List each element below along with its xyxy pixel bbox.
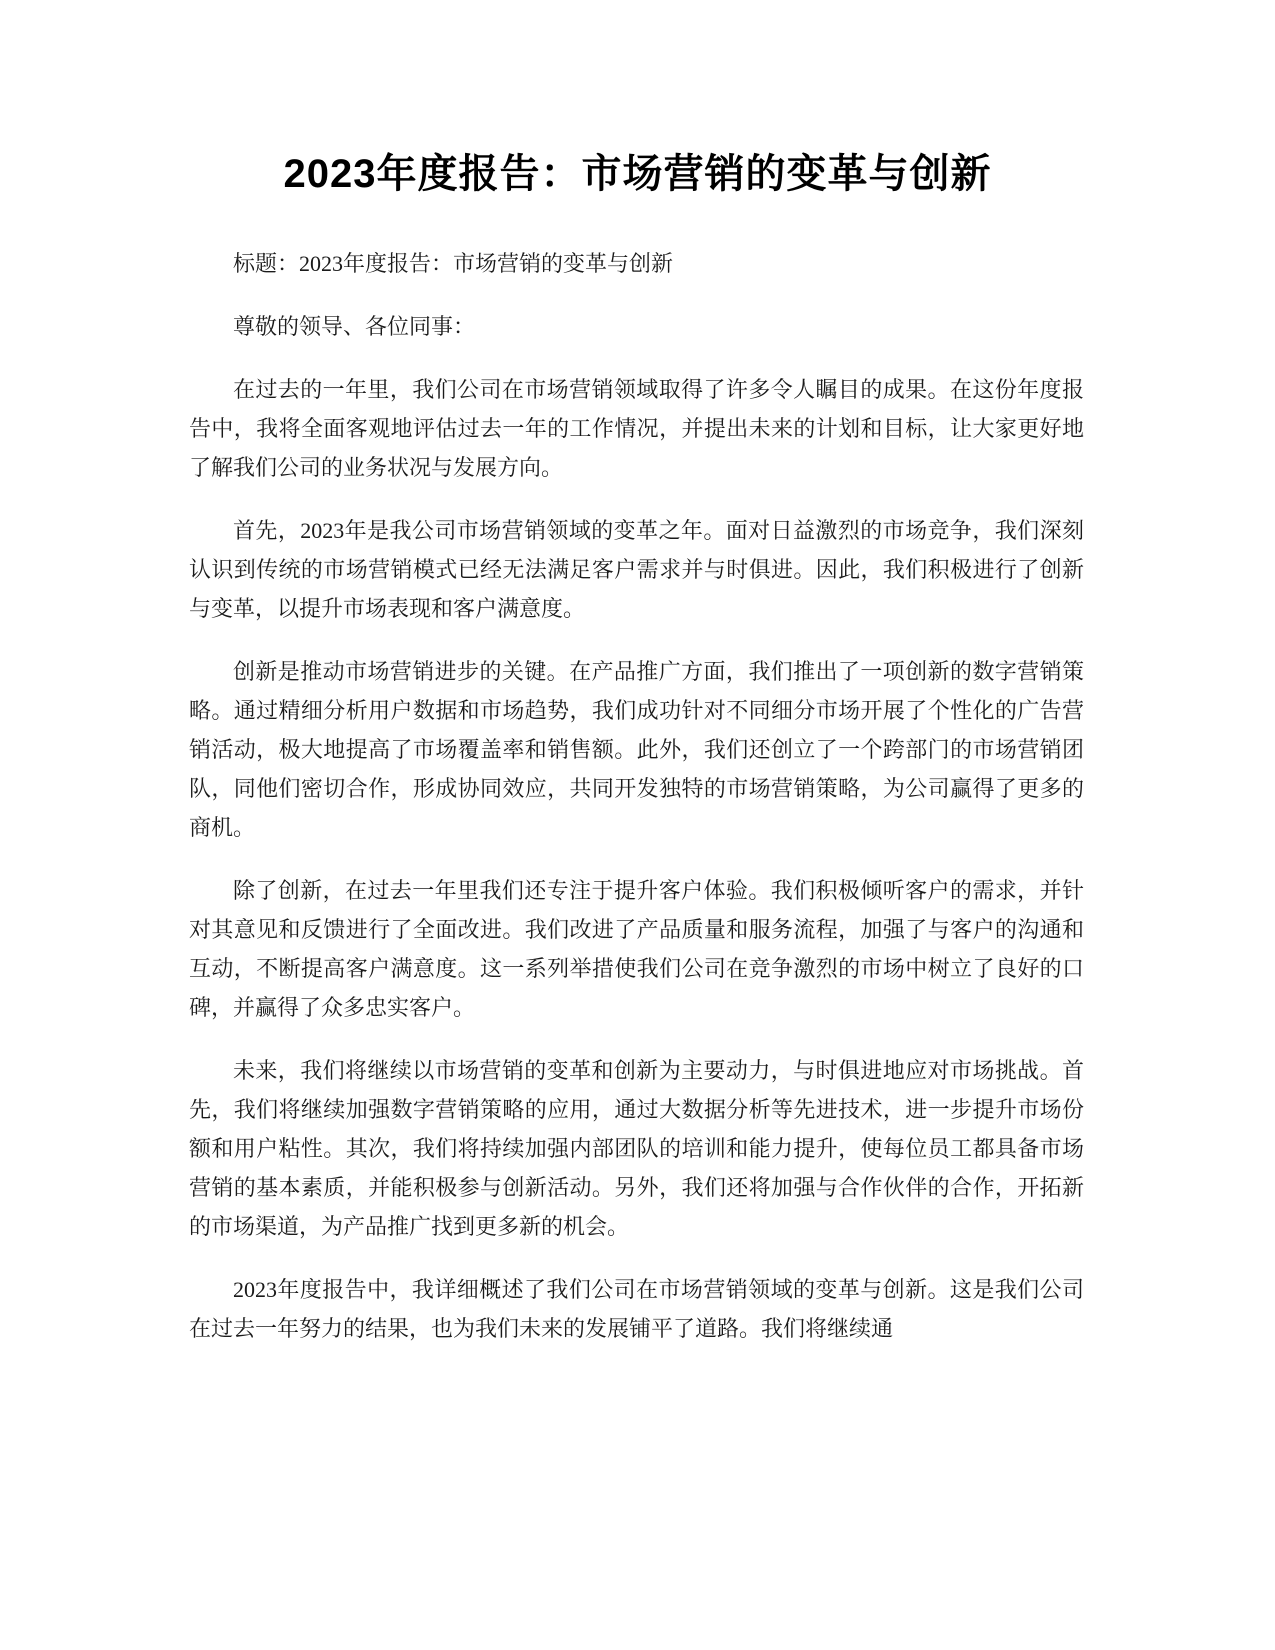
paragraph: 未来，我们将继续以市场营销的变革和创新为主要动力，与时俱进地应对市场挑战。首先，我们将继续加强数字营销策略的应用，通过大数据分析等先进技术，进一步提升市场份额和用户粘性。其次，我们将持续加强内部团队的培训和能力提升，使每位员工都具备市场营销的基本素质，并能积极参与创新活动。另外，我们还将加强与合作伙伴的合作，开拓新的市场渠道，为产品推广找到更多新的机会。 [189,1058,1084,1239]
paragraph: 在过去的一年里，我们公司在市场营销领域取得了许多令人瞩目的成果。在这份年度报告中，我将全面客观地评估过去一年的工作情况，并提出未来的计划和目标，让大家更好地了解我们公司的业务状况与发展方向。 [189,377,1084,480]
paragraph: 创新是推动市场营销进步的关键。在产品推广方面，我们推出了一项创新的数字营销策略。通过精细分析用户数据和市场趋势，我们成功针对不同细分市场开展了个性化的广告营销活动，极大地提高了市场覆盖率和销售额。此外，我们还创立了一个跨部门的市场营销团队，同他们密切合作，形成协同效应，共同开发独特的市场营销策略，为公司赢得了更多的商机。 [189,659,1084,840]
paragraph-subject: 标题：2023年度报告：市场营销的变革与创新 [233,251,674,276]
paragraph: 除了创新，在过去一年里我们还专注于提升客户体验。我们积极倾听客户的需求，并针对其意见和反馈进行了全面改进。我们改进了产品质量和服务流程，加强了与客户的沟通和互动，不断提高客户满意度。这一系列举措使我们公司在竞争激烈的市场中树立了良好的口碑，并赢得了众多忠实客户。 [189,878,1084,1020]
document-title: 2023年度报告：市场营销的变革与创新 [283,152,992,196]
paragraph: 2023年度报告中，我详细概述了我们公司在市场营销领域的变革与创新。这是我们公司在过去一年努力的结果，也为我们未来的发展铺平了道路。我们将继续通 [189,1277,1084,1341]
document-body [189,244,1084,1372]
paragraph-salutation: 尊敬的领导、各位同事： [233,314,476,339]
paragraph: 首先，2023年是我公司市场营销领域的变革之年。面对日益激烈的市场竞争，我们深刻认识到传统的市场营销模式已经无法满足客户需求并与时俱进。因此，我们积极进行了创新与变革，以提升市场表现和客户满意度。 [189,518,1084,621]
